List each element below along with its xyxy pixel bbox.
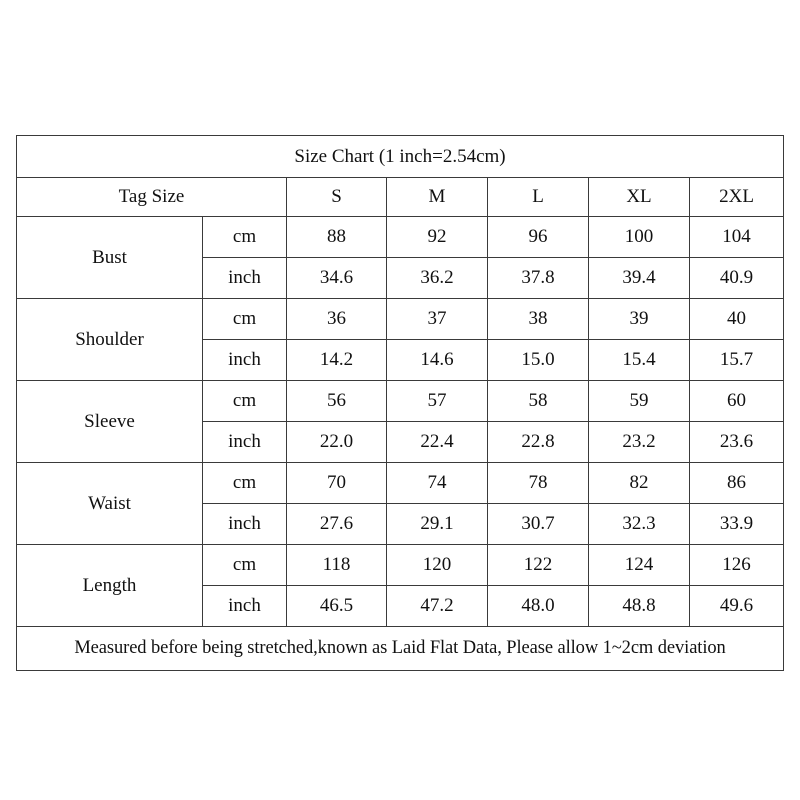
value-cell: 124 [589, 545, 690, 586]
value-cell: 15.0 [488, 340, 589, 381]
value-cell: 39.4 [589, 258, 690, 299]
unit-cell: cm [203, 381, 287, 422]
unit-cell: cm [203, 299, 287, 340]
size-header-xl: XL [589, 178, 690, 217]
value-cell: 92 [387, 217, 488, 258]
value-cell: 36.2 [387, 258, 488, 299]
unit-cell: inch [203, 422, 287, 463]
unit-cell: inch [203, 258, 287, 299]
unit-cell: inch [203, 504, 287, 545]
value-cell: 100 [589, 217, 690, 258]
value-cell: 126 [690, 545, 784, 586]
value-cell: 29.1 [387, 504, 488, 545]
value-cell: 15.7 [690, 340, 784, 381]
footer-note: Measured before being stretched,known as Laid Flat Data, Please allow 1~2cm deviation [17, 627, 784, 671]
value-cell: 14.2 [287, 340, 387, 381]
unit-cell: cm [203, 545, 287, 586]
value-cell: 78 [488, 463, 589, 504]
header-row [17, 178, 784, 217]
unit-cell: cm [203, 463, 287, 504]
unit-cell: inch [203, 340, 287, 381]
value-cell: 22.8 [488, 422, 589, 463]
measurement-row [17, 463, 784, 504]
value-cell: 33.9 [690, 504, 784, 545]
value-cell: 47.2 [387, 586, 488, 627]
value-cell: 70 [287, 463, 387, 504]
measurement-row [17, 381, 784, 422]
size-header-2xl: 2XL [690, 178, 784, 217]
value-cell: 82 [589, 463, 690, 504]
unit-cell: cm [203, 217, 287, 258]
value-cell: 56 [287, 381, 387, 422]
tag-size-label: Tag Size [17, 178, 287, 217]
value-cell: 39 [589, 299, 690, 340]
value-cell: 74 [387, 463, 488, 504]
value-cell: 34.6 [287, 258, 387, 299]
value-cell: 46.5 [287, 586, 387, 627]
measurement-label: Bust [17, 217, 203, 299]
value-cell: 30.7 [488, 504, 589, 545]
value-cell: 120 [387, 545, 488, 586]
value-cell: 60 [690, 381, 784, 422]
measurement-label: Shoulder [17, 299, 203, 381]
size-chart-table [16, 135, 784, 671]
measurement-label: Length [17, 545, 203, 627]
size-header-l: L [488, 178, 589, 217]
value-cell: 14.6 [387, 340, 488, 381]
measurement-label: Waist [17, 463, 203, 545]
value-cell: 23.2 [589, 422, 690, 463]
value-cell: 32.3 [589, 504, 690, 545]
title-row [17, 136, 784, 178]
value-cell: 96 [488, 217, 589, 258]
value-cell: 22.0 [287, 422, 387, 463]
value-cell: 57 [387, 381, 488, 422]
size-chart-title: Size Chart (1 inch=2.54cm) [17, 136, 784, 178]
value-cell: 48.0 [488, 586, 589, 627]
footer-row [17, 627, 784, 671]
value-cell: 88 [287, 217, 387, 258]
measurement-row [17, 217, 784, 258]
value-cell: 58 [488, 381, 589, 422]
measurement-row [17, 299, 784, 340]
value-cell: 37.8 [488, 258, 589, 299]
measurement-row [17, 545, 784, 586]
value-cell: 40.9 [690, 258, 784, 299]
value-cell: 118 [287, 545, 387, 586]
value-cell: 40 [690, 299, 784, 340]
value-cell: 49.6 [690, 586, 784, 627]
value-cell: 37 [387, 299, 488, 340]
value-cell: 104 [690, 217, 784, 258]
value-cell: 22.4 [387, 422, 488, 463]
value-cell: 59 [589, 381, 690, 422]
unit-cell: inch [203, 586, 287, 627]
value-cell: 15.4 [589, 340, 690, 381]
value-cell: 122 [488, 545, 589, 586]
measurement-label: Sleeve [17, 381, 203, 463]
value-cell: 38 [488, 299, 589, 340]
value-cell: 36 [287, 299, 387, 340]
value-cell: 86 [690, 463, 784, 504]
size-header-m: M [387, 178, 488, 217]
size-header-s: S [287, 178, 387, 217]
value-cell: 48.8 [589, 586, 690, 627]
value-cell: 23.6 [690, 422, 784, 463]
value-cell: 27.6 [287, 504, 387, 545]
